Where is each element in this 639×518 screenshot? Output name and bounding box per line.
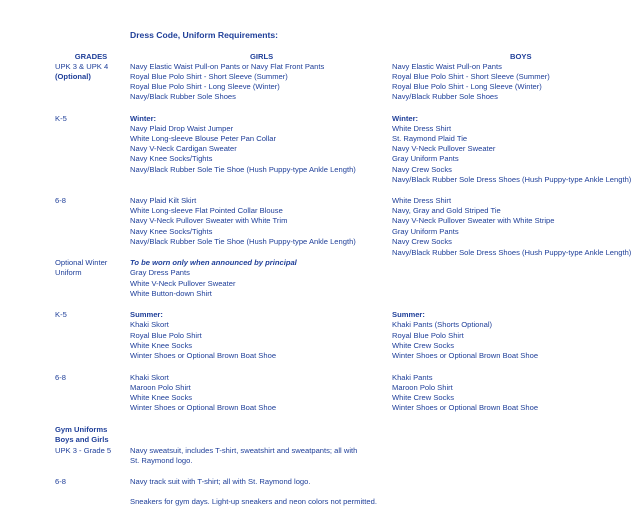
girls-item: Khaki Skort <box>130 373 169 382</box>
girls-item: White Button-down Shirt <box>130 289 212 298</box>
boys-item: Khaki Pants (Shorts Optional) <box>392 320 493 329</box>
girls-item: Navy Plaid Kilt Skirt <box>130 196 197 205</box>
grade-label: Optional Winter <box>55 258 108 267</box>
gym-heading: Boys and Girls <box>55 435 109 444</box>
header-grades: GRADES <box>74 52 108 61</box>
boys-item: White Dress Shirt <box>392 124 452 133</box>
gym-item: Navy sweatsuit, includes T-shirt, sweatshirt and sweatpants; all with <box>130 446 358 455</box>
girls-item: Navy Elastic Waist Pull-on Pants or Navy Flat Front Pants <box>130 62 325 71</box>
boys-item: Navy V-Neck Pullover Sweater with White Stripe <box>392 216 555 225</box>
grade-label: (Optional) <box>55 72 91 81</box>
girls-item: Gray Dress Pants <box>130 268 190 277</box>
grade-label: 6-8 <box>55 373 66 382</box>
season-label: Summer: <box>392 310 425 319</box>
boys-item: Royal Blue Polo Shirt <box>392 331 464 340</box>
girls-item: Khaki Skort <box>130 320 169 329</box>
boys-item: Gray Uniform Pants <box>392 227 459 236</box>
season-label: Winter: <box>130 114 157 123</box>
grade-label: 6-8 <box>55 477 66 486</box>
header-girls: GIRLS <box>250 52 274 61</box>
gym-item: St. Raymond logo. <box>130 456 193 465</box>
season-label: Summer: <box>130 310 163 319</box>
girls-item: Navy/Black Rubber Sole Shoes <box>130 92 236 101</box>
girls-item: Royal Blue Polo Shirt <box>130 331 202 340</box>
gym-item: Navy track suit with T-shirt; all with St. Raymond logo. <box>130 477 311 486</box>
optional-note: To be worn only when announced by principal <box>130 258 297 267</box>
boys-item: Khaki Pants <box>392 373 433 382</box>
girls-item: Winter Shoes or Optional Brown Boat Shoe <box>130 403 277 412</box>
grade-label: Uniform <box>55 268 82 277</box>
girls-item: Navy Knee Socks/Tights <box>130 154 213 163</box>
boys-item: Navy Crew Socks <box>392 237 452 246</box>
boys-item: White Dress Shirt <box>392 196 452 205</box>
boys-item: White Crew Socks <box>392 341 455 350</box>
grade-label: 6-8 <box>55 196 66 205</box>
header-boys: BOYS <box>510 52 532 61</box>
grade-label: UPK 3 - Grade 5 <box>55 446 112 455</box>
grade-label: UPK 3 & UPK 4 <box>55 62 109 71</box>
girls-item: Navy Plaid Drop Waist Jumper <box>130 124 234 133</box>
girls-item: White V-Neck Pullover Sweater <box>130 279 236 288</box>
boys-item: Navy, Gray and Gold Striped Tie <box>392 206 501 215</box>
grade-label: K-5 <box>55 114 67 123</box>
boys-item: Winter Shoes or Optional Brown Boat Shoe <box>392 403 539 412</box>
boys-item: Navy V-Neck Pullover Sweater <box>392 144 496 153</box>
girls-item: Royal Blue Polo Shirt - Long Sleeve (Winter) <box>130 82 280 91</box>
girls-item: Navy V-Neck Pullover Sweater with White Trim <box>130 216 288 225</box>
boys-item: Navy/Black Rubber Sole Dress Shoes (Hush Puppy-type Ankle Length) <box>392 175 632 184</box>
boys-item: Navy Crew Socks <box>392 165 452 174</box>
girls-item: Navy V-Neck Cardigan Sweater <box>130 144 237 153</box>
girls-item: Navy Knee Socks/Tights <box>130 227 213 236</box>
boys-item: Winter Shoes or Optional Brown Boat Shoe <box>392 351 539 360</box>
girls-item: Winter Shoes or Optional Brown Boat Shoe <box>130 351 277 360</box>
girls-item: Maroon Polo Shirt <box>130 383 191 392</box>
page-title: Dress Code, Uniform Requirements: <box>130 30 279 40</box>
grade-label: K-5 <box>55 310 67 319</box>
girls-item: White Long-sleeve Flat Pointed Collar Blouse <box>130 206 283 215</box>
boys-item: Gray Uniform Pants <box>392 154 459 163</box>
girls-item: White Knee Socks <box>130 341 193 350</box>
boys-item: St. Raymond Plaid Tie <box>392 134 468 143</box>
girls-item: Royal Blue Polo Shirt - Short Sleeve (Summer) <box>130 72 288 81</box>
girls-item: Navy/Black Rubber Sole Tie Shoe (Hush Puppy-type Ankle Length) <box>130 165 356 174</box>
boys-item: Navy Elastic Waist Pull-on Pants <box>392 62 502 71</box>
gym-note: Sneakers for gym days. Light-up sneakers and neon colors not permitted. <box>130 497 377 506</box>
boys-item: Royal Blue Polo Shirt - Short Sleeve (Summer) <box>392 72 550 81</box>
girls-item: Navy/Black Rubber Sole Tie Shoe (Hush Puppy-type Ankle Length) <box>130 237 356 246</box>
boys-item: White Crew Socks <box>392 393 455 402</box>
boys-item: Maroon Polo Shirt <box>392 383 453 392</box>
season-label: Winter: <box>392 114 419 123</box>
boys-item: Navy/Black Rubber Sole Dress Shoes (Hush Puppy-type Ankle Length) <box>392 248 632 257</box>
boys-item: Navy/Black Rubber Sole Shoes <box>392 92 498 101</box>
girls-item: White Knee Socks <box>130 393 193 402</box>
girls-item: White Long-sleeve Blouse Peter Pan Collar <box>130 134 277 143</box>
boys-item: Royal Blue Polo Shirt - Long Sleeve (Winter) <box>392 82 542 91</box>
gym-heading: Gym Uniforms <box>55 425 108 434</box>
